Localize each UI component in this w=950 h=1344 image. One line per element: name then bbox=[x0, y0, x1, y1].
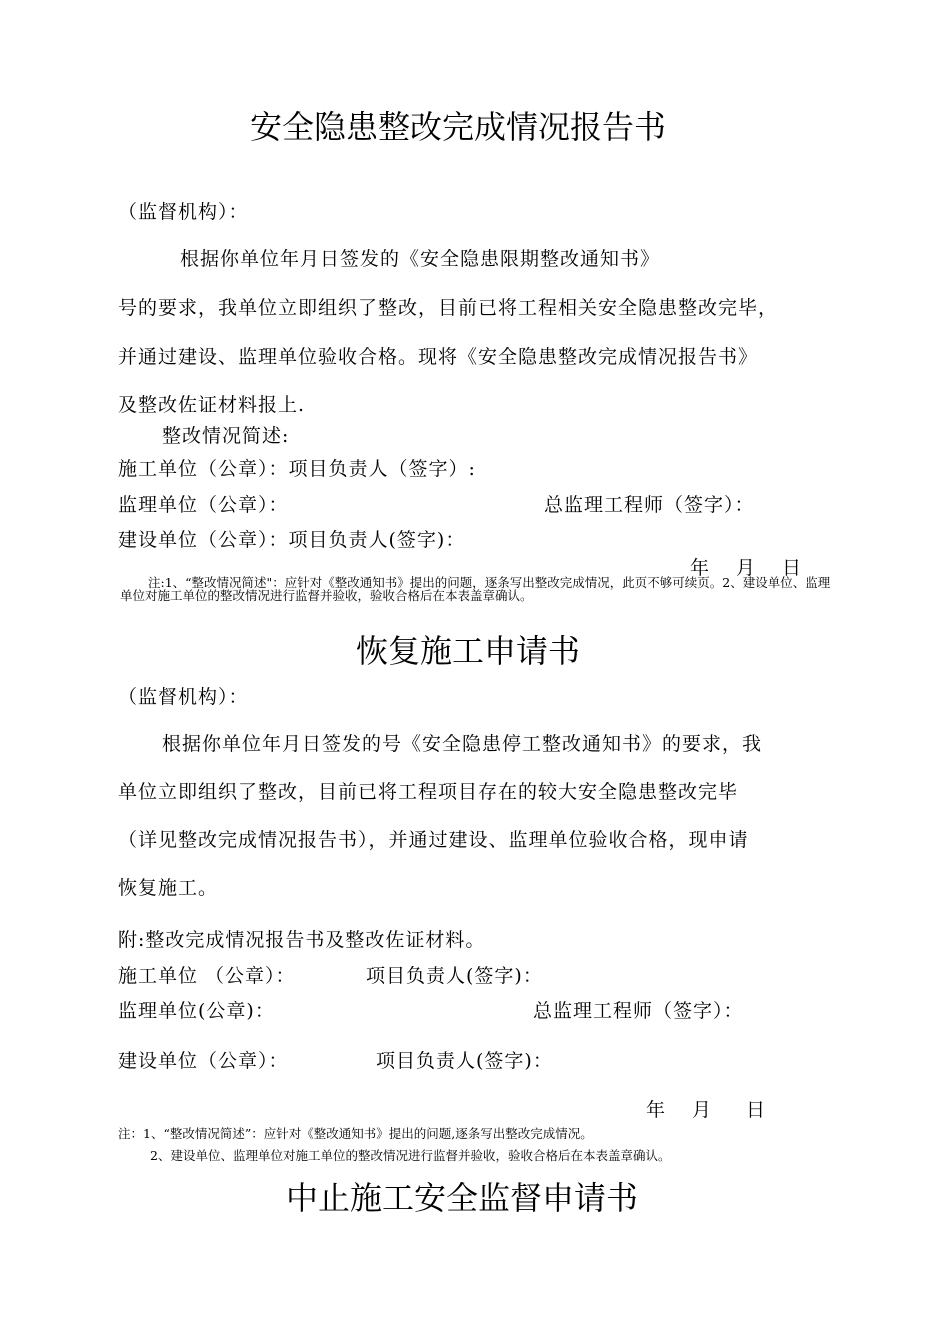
resume-note-line-1: 注：1、“整改情况简述”：应针对《整改通知书》提出的问题,逐条写出整改完成情况。 bbox=[118, 1126, 593, 1141]
resume-paragraph-line-2: 单位立即组织了整改，目前已将工程项目存在的较大安全隐患整改完毕 bbox=[118, 781, 739, 803]
report-paragraph-line-4: 及整改佐证材料报上. bbox=[118, 394, 306, 416]
report-date-day: 日 bbox=[782, 557, 803, 579]
resume-date-month: 月 bbox=[692, 1099, 713, 1121]
resume-title: 恢复施工申请书 bbox=[356, 632, 581, 670]
resume-addressee: （监督机构）： bbox=[118, 686, 249, 708]
report-construction-signature: 施工单位（公章）：项目负责人（签字）: bbox=[118, 458, 476, 480]
resume-construction-seal: 施工单位 （公章）： bbox=[118, 965, 296, 987]
resume-owner-seal: 建设单位（公章）： bbox=[118, 1050, 289, 1072]
report-chief-engineer-signature: 总监理工程师（签字）： bbox=[544, 494, 755, 516]
report-date-month: 月 bbox=[736, 557, 757, 579]
resume-paragraph-line-4: 恢复施工。 bbox=[118, 877, 219, 899]
resume-date-year: 年 bbox=[646, 1099, 667, 1121]
resume-owner-manager-signature: 项目负责人(签字)： bbox=[376, 1050, 553, 1072]
report-note: 注:1、“整改情况简述"：应针对《整改通知书》提出的问题，逐条写出整改完成情况，此页不够可续页。2、建设单位、监理单位对施工单位的整改情况进行监督并验收，验收合格后在本表盖章确认。 bbox=[120, 575, 831, 603]
report-paragraph-line-1: 根据你单位年月日签发的《安全隐患限期整改通知书》 bbox=[180, 248, 661, 270]
report-title: 安全隐患整改完成情况报告书 bbox=[250, 108, 667, 146]
resume-paragraph-line-3: （详见整改完成情况报告书），并通过建设、监理单位验收合格，现申请 bbox=[118, 829, 749, 851]
report-paragraph-line-2: 号的要求，我单位立即组织了整改，目前已将工程相关安全隐患整改完毕， bbox=[118, 297, 779, 319]
resume-note-line-2: 2、建设单位、监理单位对施工单位的整改情况进行监督并验收，验收合格后在本表盖章确认。 bbox=[150, 1148, 671, 1163]
report-owner-signature: 建设单位（公章）：项目负责人(签字)： bbox=[118, 529, 466, 551]
resume-chief-engineer-signature: 总监理工程师（签字）： bbox=[533, 1000, 744, 1022]
resume-project-manager-signature: 项目负责人(签字)： bbox=[366, 965, 543, 987]
resume-attachment: 附:整改完成情况报告书及整改佐证材料。 bbox=[118, 929, 486, 951]
resume-supervision-seal: 监理单位(公章)： bbox=[118, 1000, 275, 1022]
resume-date-day: 日 bbox=[746, 1099, 767, 1121]
report-paragraph-line-3: 并通过建设、监理单位验收合格。现将《安全隐患整改完成情况报告书》 bbox=[118, 346, 759, 368]
report-addressee: （监督机构）： bbox=[118, 201, 249, 223]
resume-paragraph-line-1: 根据你单位年月日签发的号《安全隐患停工整改通知书》的要求，我 bbox=[162, 733, 763, 755]
report-summary-label: 整改情况简述: bbox=[162, 425, 290, 447]
report-date-year: 年 bbox=[690, 557, 711, 579]
report-supervision-seal: 监理单位（公章）： bbox=[118, 494, 289, 516]
suspension-title: 中止施工安全监督申请书 bbox=[286, 1179, 639, 1217]
